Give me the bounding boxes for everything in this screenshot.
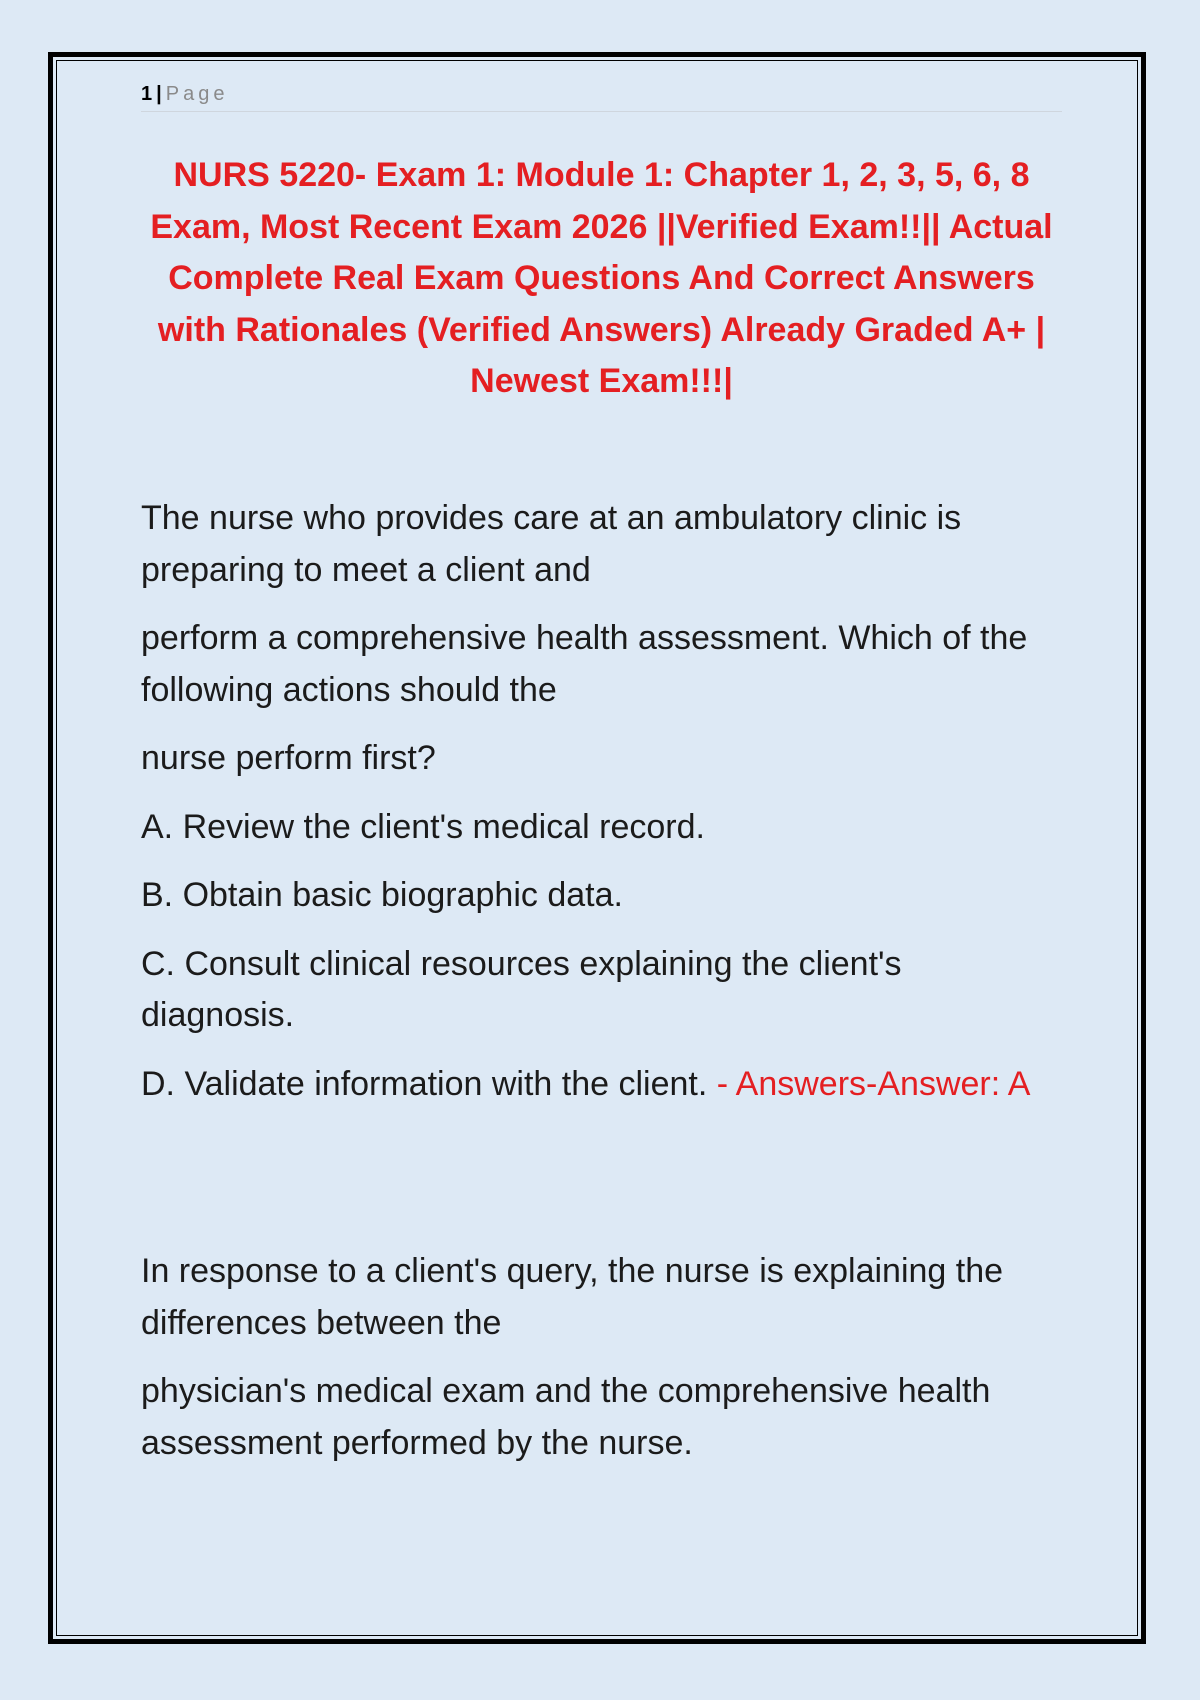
question-1-line-2: perform a comprehensive health assessment. Which of the following actions should the bbox=[141, 619, 1028, 709]
question-1-answer: - Answers-Answer: A bbox=[716, 1064, 1031, 1103]
page-header bbox=[141, 80, 1062, 112]
page-separator: | bbox=[156, 83, 162, 105]
question-2-line-2: physician's medical exam and the comprehensive health assessment performed by the nurse. bbox=[141, 1372, 991, 1462]
question-1-option-b: B. Obtain basic biographic data. bbox=[141, 876, 623, 914]
page-label: Page bbox=[165, 83, 229, 105]
question-1-option-c: C. Consult clinical resources explaining the client's diagnosis. bbox=[141, 944, 902, 1034]
question-1-option-d: D. Validate information with the client. bbox=[141, 1064, 708, 1103]
question-1-line-3: nurse perform first? bbox=[141, 739, 436, 777]
question-1-line-1: The nurse who provides care at an ambulatory clinic is preparing to meet a client and bbox=[141, 499, 962, 589]
document-body bbox=[141, 493, 1062, 1469]
document-title: NURS 5220- Exam 1: Module 1: Chapter 1, 2, 3, 5, 6, 8 Exam, Most Recent Exam 2026 ||Verified Exam!!|| Actual Complete Real Exam Questions And Correct Answers with Rationales (Verified Answers) Already Graded A+ | Newest Exam!!!| bbox=[150, 156, 1053, 400]
page-number: 1 bbox=[141, 83, 153, 105]
question-1-option-d-paragraph bbox=[141, 1059, 1062, 1111]
question-1-option-a: A. Review the client's medical record. bbox=[141, 807, 705, 846]
question-2-line-1: In response to a client's query, the nurse is explaining the differences between the bbox=[141, 1252, 1004, 1342]
